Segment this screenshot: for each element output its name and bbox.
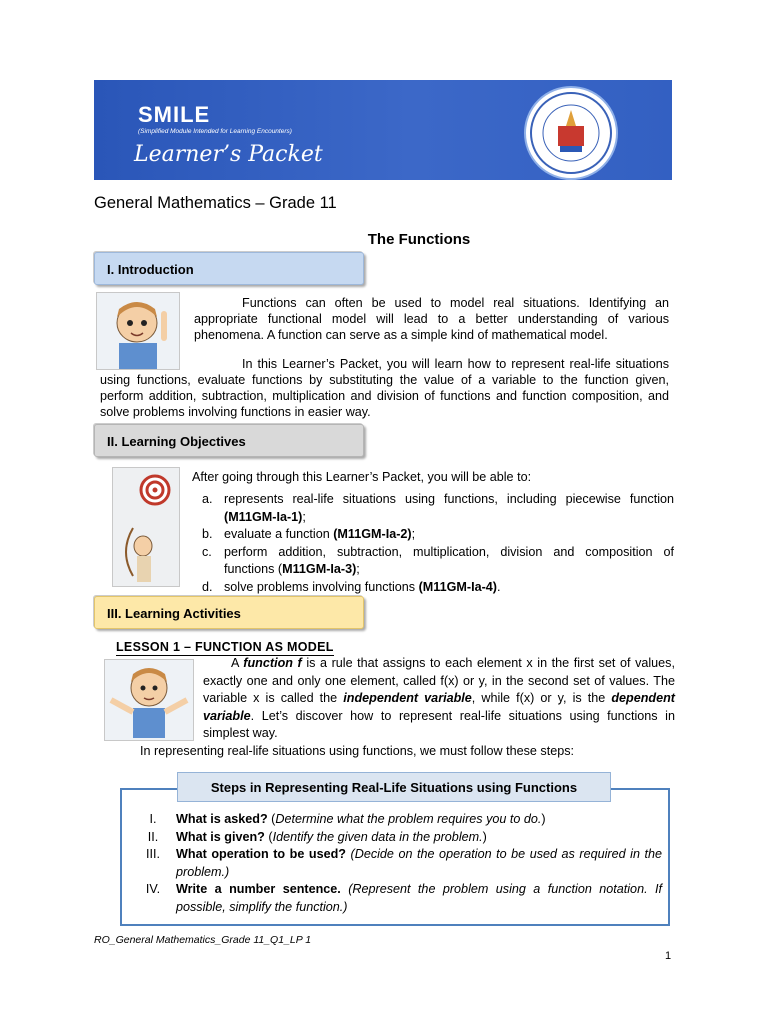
section-header-learning-objectives: II. Learning Objectives xyxy=(94,424,364,457)
list-item xyxy=(130,829,662,847)
punctuation: ) xyxy=(541,812,546,826)
competency-code: (M11GM-Ia-4) xyxy=(418,579,497,594)
list-item xyxy=(190,579,674,597)
list-item xyxy=(190,526,674,544)
lesson-title: LESSON 1 – FUNCTION AS MODEL xyxy=(116,640,334,654)
list-item xyxy=(190,491,674,526)
punctuation: ; xyxy=(302,509,306,524)
list-marker: d. xyxy=(202,579,213,594)
intro-paragraph-2: In this Learner’s Packet, you will learn how to represent real-life situations using functions, evaluate functions by substituting the value of a variable to the function given, perform addition, subtraction, multiplication and division of functions and function composition, and solve problems involving functions in easier way. xyxy=(100,357,669,419)
step-number: II. xyxy=(147,829,159,844)
objective-text: solve problems involving functions xyxy=(224,579,419,594)
deped-region-v-seal-icon xyxy=(524,86,618,180)
boy-shrugging-illustration xyxy=(104,659,194,741)
steps-lead: In representing real-life situations using functions, we must follow these steps: xyxy=(140,744,575,758)
intro-paragraph-1: Functions can often be used to model real situations. Identifying an appropriate functional model will lead to a better understanding of various phenomena. A function can serve as a simple kind of mathematical model. xyxy=(194,296,669,342)
punctuation: ) xyxy=(482,829,487,844)
objective-text: evaluate a function xyxy=(224,527,334,541)
section-header-introduction: I. Introduction xyxy=(94,252,364,285)
list-marker: a. xyxy=(202,492,213,506)
objective-text: represents real-life situations using functions, including piecewise function xyxy=(224,492,674,506)
step-question: Write a number sentence. xyxy=(176,882,341,896)
list-item xyxy=(190,544,674,579)
topic-title: The Functions xyxy=(367,231,471,248)
definition-text: . Let’s discover how to represent real-life situations using functions in simplest way. xyxy=(203,708,675,740)
archer-illustration xyxy=(112,467,180,587)
definition-text: , while f(x) or y, is the xyxy=(471,691,612,705)
term-dependent-variable: dependent variable xyxy=(203,691,675,723)
punctuation: ; xyxy=(356,562,360,576)
step-hint: Identify the given data in the problem. xyxy=(272,829,483,844)
competency-code: (M11GM-Ia-1) xyxy=(224,509,303,524)
step-question: What is asked? xyxy=(176,812,268,826)
objective-text: perform addition, subtraction, multiplication, division and composition of functions ( xyxy=(224,544,674,576)
page-number: 1 xyxy=(665,950,672,962)
steps-heading: Steps in Representing Real-Life Situations using Functions xyxy=(177,772,611,802)
punctuation: . xyxy=(496,579,501,594)
list-item xyxy=(130,881,662,916)
step-hint: Determine what the problem requires you to do. xyxy=(275,812,542,826)
page-footer: RO_General Mathematics_Grade 11_Q1_LP 1 xyxy=(94,934,312,946)
definition-text: A xyxy=(231,656,244,670)
punctuation: ( xyxy=(267,812,276,826)
step-hint: (Decide on the operation to be used as required in the problem.) xyxy=(176,847,662,879)
step-number: IV. xyxy=(145,882,161,896)
step-question: What is given? xyxy=(176,829,265,844)
punctuation: ( xyxy=(264,829,273,844)
header-banner xyxy=(94,80,672,180)
step-hint: (Represent the problem using a function notation. If possible, simplify the function.) xyxy=(176,882,662,914)
punctuation: ; xyxy=(411,527,416,541)
steps-list xyxy=(130,811,662,916)
objectives-lead: After going through this Learner’s Packet, you will be able to: xyxy=(192,470,532,484)
list-item xyxy=(130,811,662,829)
banner-packet-label: Learner’s Packet xyxy=(134,142,323,167)
list-marker: b. xyxy=(202,527,213,541)
objectives-list xyxy=(190,491,674,596)
competency-code: M11GM-Ia-3) xyxy=(282,562,357,576)
definition-text: is a rule that assigns to each element x in the first set of values, exactly one and only one element, called f(x) or y, in the second set of values. The variable x is called the xyxy=(203,656,675,705)
list-marker: c. xyxy=(202,544,212,559)
section-header-learning-activities: III. Learning Activities xyxy=(94,596,364,629)
banner-subtitle: (Simplified Module Intended for Learning Encounters) xyxy=(138,128,292,135)
step-number: III. xyxy=(146,847,160,861)
step-question: What operation to be used? xyxy=(176,847,346,861)
banner-title: SMILE xyxy=(138,102,211,127)
list-item xyxy=(130,846,662,881)
step-number: I. xyxy=(149,812,157,826)
competency-code: (M11GM-Ia-2) xyxy=(333,527,412,541)
document-title: General Mathematics – Grade 11 xyxy=(94,194,337,212)
term-function-f: function f xyxy=(243,656,302,670)
function-definition xyxy=(203,655,675,743)
term-independent-variable: independent variable xyxy=(343,691,472,705)
